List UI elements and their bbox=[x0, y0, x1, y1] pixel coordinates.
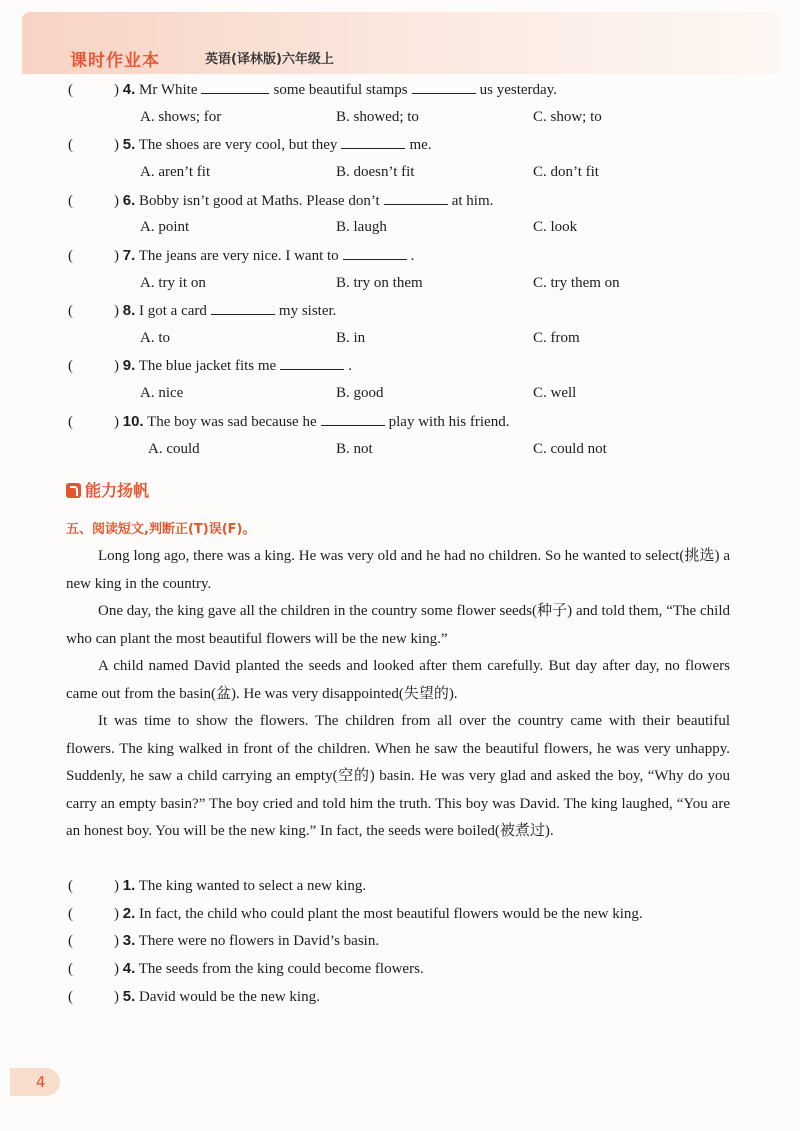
option-b: B. doesn’t fit bbox=[336, 164, 415, 180]
book-subtitle: 英语(译林版)六年级上 bbox=[205, 52, 334, 67]
option-c: C. from bbox=[533, 330, 580, 346]
passage-paragraph: A child named David planted the seeds and looked after them carefully. But day after day, no flowers came out from the basin(盆). He was very disappointed(失望的). bbox=[66, 658, 730, 702]
option-a: A. nice bbox=[140, 385, 184, 401]
option-a: A. to bbox=[140, 330, 170, 346]
answer-blank[interactable] bbox=[211, 302, 275, 315]
question-4: ( ) 4. Mr White some beautiful stamps us yesterday. bbox=[68, 81, 557, 98]
book-title: 课时作业本 bbox=[70, 51, 160, 71]
section-title: 能力扬帆 bbox=[66, 478, 149, 501]
reading-passage bbox=[66, 543, 730, 846]
option-a: A. could bbox=[148, 441, 200, 457]
sail-icon bbox=[66, 483, 81, 498]
option-c: C. try them on bbox=[533, 275, 620, 291]
question-10: ( ) 10. The boy was sad because he play with his friend. bbox=[68, 413, 510, 430]
option-c: C. well bbox=[533, 385, 577, 401]
passage-paragraph: Long long ago, there was a king. He was very old and he had no children. So he wanted to select(挑选) a new king in the country. bbox=[66, 548, 730, 592]
option-c: C. look bbox=[533, 219, 578, 235]
option-b: B. not bbox=[336, 441, 373, 457]
option-c: C. could not bbox=[533, 441, 607, 457]
answer-blank[interactable] bbox=[341, 136, 405, 149]
option-a: A. shows; for bbox=[140, 109, 222, 125]
section-instruction: 五、阅读短文,判断正(T)误(F)。 bbox=[66, 522, 256, 537]
statement-3: ( ) 3. There were no flowers in David’s basin. bbox=[68, 932, 380, 949]
question-5: ( ) 5. The shoes are very cool, but they me. bbox=[68, 136, 432, 153]
question-7: ( ) 7. The jeans are very nice. I want to . bbox=[68, 247, 415, 264]
option-b: B. try on them bbox=[336, 275, 423, 291]
option-a: A. aren’t fit bbox=[140, 164, 211, 180]
answer-blank[interactable] bbox=[201, 81, 269, 94]
option-b: B. in bbox=[336, 330, 366, 346]
option-c: C. show; to bbox=[533, 109, 602, 125]
option-a: A. point bbox=[140, 219, 190, 235]
page-number: 4 bbox=[10, 1068, 60, 1096]
question-8: ( ) 8. I got a card my sister. bbox=[68, 302, 337, 319]
option-b: B. laugh bbox=[336, 219, 387, 235]
answer-blank[interactable] bbox=[412, 81, 476, 94]
answer-blank[interactable] bbox=[321, 413, 385, 426]
statement-5: ( ) 5. David would be the new king. bbox=[68, 988, 320, 1005]
option-a: A. try it on bbox=[140, 275, 206, 291]
option-b: B. showed; to bbox=[336, 109, 419, 125]
option-b: B. good bbox=[336, 385, 384, 401]
answer-blank[interactable] bbox=[384, 192, 448, 205]
question-6: ( ) 6. Bobby isn’t good at Maths. Please don’t at him. bbox=[68, 192, 494, 209]
statement-1: ( ) 1. The king wanted to select a new king. bbox=[68, 877, 367, 894]
question-9: ( ) 9. The blue jacket fits me . bbox=[68, 357, 352, 374]
passage-paragraph: One day, the king gave all the children in the country some flower seeds(种子) and told them, “The child who can plant the most beautiful flowers will be the new king.” bbox=[66, 603, 730, 647]
answer-blank[interactable] bbox=[280, 357, 344, 370]
passage-paragraph: It was time to show the flowers. The children from all over the country came with their beautiful flowers. The king walked in front of the children. When he saw the beautiful flowers, he was very unhappy. Suddenly, he saw a child carrying an empty(空的) basin. He was very glad and asked the boy, “Why do you carry an empty basin?” The boy cried and told him the truth. This boy was David. The king laughed, “You are an honest boy. You will be the new king.” In fact, the seeds were boiled(被煮过). bbox=[66, 713, 730, 839]
answer-blank[interactable] bbox=[343, 247, 407, 260]
page-header bbox=[22, 12, 780, 74]
statement-2: ( ) 2. In fact, the child who could plant the most beautiful flowers would be the new king. bbox=[68, 905, 643, 922]
statement-4: ( ) 4. The seeds from the king could become flowers. bbox=[68, 960, 424, 977]
option-c: C. don’t fit bbox=[533, 164, 599, 180]
